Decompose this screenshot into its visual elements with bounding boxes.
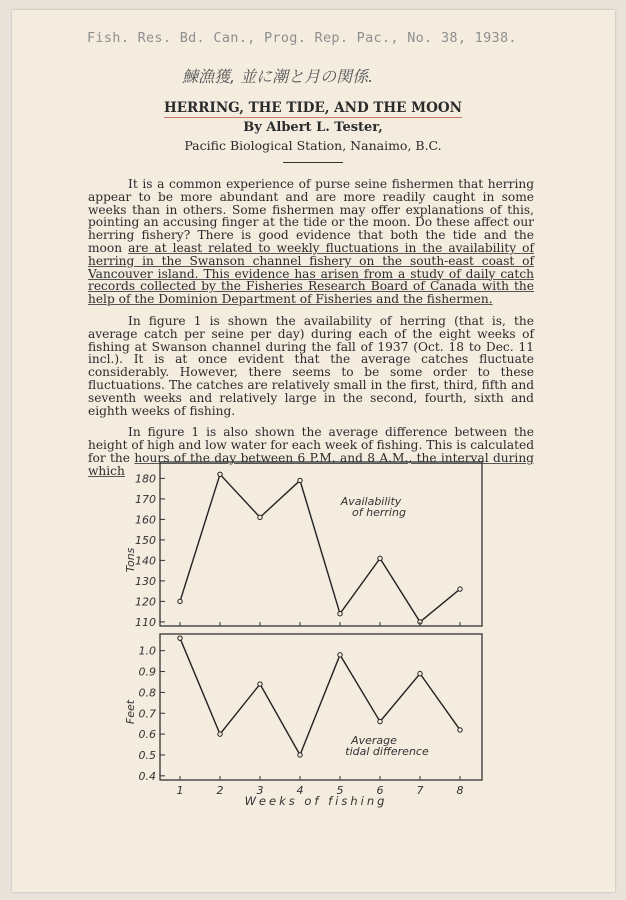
- handwritten-note: 鰊漁獲, 並に潮と月の関係.: [182, 67, 374, 86]
- bottom-annotation-line1: Average: [351, 734, 397, 747]
- top-ylabel: Tons: [124, 547, 137, 573]
- bottom-data-point: [218, 732, 222, 736]
- x-tick-label: 8: [456, 784, 464, 797]
- top-annotation-line1: Availability: [340, 495, 402, 508]
- x-tick-label: 5: [336, 784, 344, 797]
- reference-stamp: Fish. Res. Bd. Can., Prog. Rep. Pac., No. 38, 1938.: [87, 30, 517, 46]
- top-data-point: [378, 556, 382, 560]
- x-tick-label: 1: [176, 784, 184, 797]
- top-data-point: [298, 478, 302, 482]
- title-text: HERRING, THE TIDE, AND THE MOON: [164, 100, 462, 116]
- x-tick-label: 6: [376, 784, 384, 797]
- bottom-data-point: [258, 682, 262, 686]
- top-series-line: [180, 474, 460, 622]
- top-ytick-label: 120: [135, 595, 156, 609]
- top-data-point: [458, 587, 462, 591]
- bottom-ytick-label: 0.7: [138, 707, 156, 721]
- bottom-annotation-line2: tidal difference: [345, 745, 429, 758]
- top-data-point: [178, 599, 182, 603]
- bottom-series-line: [180, 638, 460, 755]
- top-ytick-label: 180: [135, 472, 156, 486]
- top-data-point: [258, 515, 262, 519]
- author-line: By Albert L. Tester,: [243, 120, 383, 135]
- top-ytick-label: 140: [135, 554, 156, 568]
- x-tick-label: 4: [296, 784, 304, 797]
- top-annotation-line2: of herring: [352, 506, 406, 519]
- paragraph-3-underlined: hours of the day between 6 P.M. and 8 A.M., the interval during which: [88, 450, 534, 478]
- bottom-ytick-label: 0.5: [138, 748, 156, 762]
- top-ytick-label: 170: [135, 492, 156, 506]
- bottom-ytick-label: 0.9: [138, 665, 156, 679]
- x-tick-label: 2: [216, 784, 224, 797]
- bottom-ytick-label: 0.4: [138, 769, 156, 783]
- affiliation-line: Pacific Biological Station, Nanaimo, B.C.: [184, 138, 442, 153]
- paragraph-2-text: In figure 1 is shown the availability of herring (that is, the average catch per seine per day) during each of the eight weeks of fishing at Swanson channel during the fall of 1937 (Oct. 18 to Dec. 11 incl.). It is at once evident that the average catches fluctuate considerably. However, there seems to be some order to these fluctuations. The catches are relatively small in the first, third, fifth and seventh weeks and relatively large in the second, fourth, sixth and eighth weeks of fishing.: [88, 313, 534, 418]
- bottom-data-point: [458, 728, 462, 732]
- top-data-point: [338, 612, 342, 616]
- bottom-ytick-label: 0.6: [138, 728, 156, 742]
- x-tick-label: 3: [256, 784, 264, 797]
- top-data-point: [218, 472, 222, 476]
- top-ytick-label: 130: [135, 574, 156, 588]
- bottom-data-point: [298, 753, 302, 757]
- bottom-data-point: [418, 671, 422, 675]
- x-tick-label: 7: [416, 784, 424, 797]
- paragraph-1-text: It is a common experience of purse seine fishermen that herring appear to be more abundant and are more readily caught in some weeks than in others. Some fishermen may offer explanations of this, pointing an accusing finger at the tide or the moon. Do these affect our herring fishery? There is good evidence that both the tide and the moon: [88, 177, 534, 255]
- top-ytick-label: 110: [135, 615, 156, 629]
- top-plot-frame: [160, 462, 482, 626]
- bottom-data-point: [378, 719, 382, 723]
- paragraph-3-text: In figure 1 is also shown the average difference between the height of high and low water for each week of fishing. This is calculated for the: [88, 425, 534, 465]
- bottom-data-point: [338, 653, 342, 657]
- bottom-ytick-label: 1.0: [138, 644, 156, 658]
- top-ytick-label: 160: [135, 513, 156, 527]
- top-ytick-label: 150: [135, 533, 156, 547]
- bottom-data-point: [178, 636, 182, 640]
- paragraph-1-underlined: are at least related to weekly fluctuations in the availability of herring in the Swanson channel fishery on the south-east coast of Vancouver island. This evidence has arisen from a study of daily catch records collected by the Fisheries Research Board of Canada with the help of the Dominion Department of Fisheries and the fishermen.: [88, 240, 534, 307]
- bottom-ylabel: Feet: [124, 699, 137, 725]
- bottom-ytick-label: 0.8: [138, 686, 156, 700]
- x-axis-label: Weeks of fishing: [244, 794, 388, 808]
